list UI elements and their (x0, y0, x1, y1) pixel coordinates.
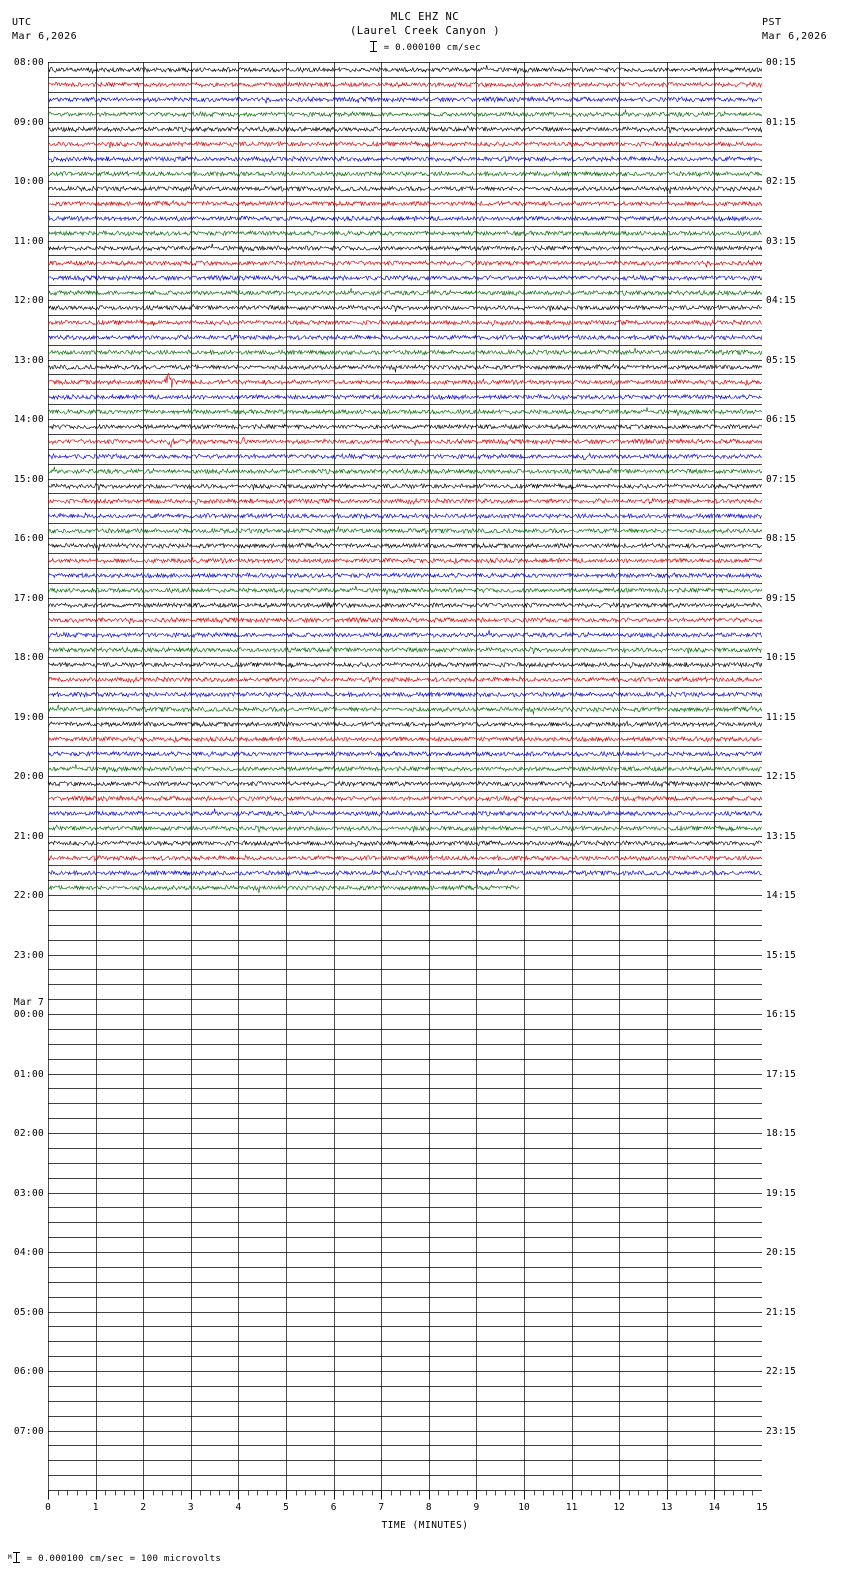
utc-time-label: 22:00 (13, 890, 44, 901)
pst-time-label: 12:15 (766, 771, 797, 782)
x-axis-tick-label: 0 (45, 1502, 51, 1513)
utc-time-label: 10:00 (13, 176, 44, 187)
x-axis-tick-label: 5 (283, 1502, 289, 1513)
pst-time-label: 03:15 (766, 235, 797, 247)
utc-date-label: Mar 6,2026 (12, 31, 78, 42)
x-axis-tick-label: 15 (756, 1502, 768, 1513)
pst-time-label: 21:15 (766, 1306, 797, 1318)
x-axis-tick-label: 7 (378, 1502, 385, 1513)
pst-time-label: 07:15 (766, 473, 797, 485)
x-axis-tick-label: 14 (708, 1502, 721, 1513)
utc-time-label: 09:00 (13, 116, 44, 128)
x-axis-tick-label: 6 (330, 1502, 337, 1513)
station-title: MLC EHZ NC (390, 11, 460, 23)
x-axis-tick-label: 1 (92, 1502, 99, 1513)
header-right (762, 16, 827, 44)
pst-time-label: 11:15 (766, 711, 797, 723)
utc-time-label: 20:00 (13, 771, 44, 782)
utc-time-label: 07:00 (13, 1425, 44, 1437)
pst-time-label: 10:15 (766, 652, 797, 663)
pst-time-label: 04:15 (766, 295, 797, 306)
pst-time-label: 23:15 (766, 1425, 797, 1437)
utc-time-label: 14:00 (13, 414, 44, 425)
seismogram-plot (48, 62, 762, 1490)
pst-time-label: 05:15 (766, 354, 797, 366)
pst-time-label: 19:15 (766, 1187, 797, 1199)
utc-time-label: 00:00 (13, 1009, 44, 1020)
pst-time-label: 13:15 (766, 830, 797, 842)
station-location: (Laurel Creek Canyon ) (349, 25, 501, 37)
x-axis-tick-label: 8 (425, 1502, 432, 1513)
pst-zone-label: PST (762, 17, 782, 28)
utc-time-label: 05:00 (13, 1306, 44, 1318)
utc-time-label: 01:00 (13, 1068, 44, 1080)
footer-scale-bar-icon (12, 1552, 21, 1563)
pst-time-label: 01:15 (766, 116, 797, 128)
pst-time-label: 14:15 (766, 890, 797, 901)
pst-time-label: 09:15 (766, 592, 797, 604)
pst-date-label: Mar 6,2026 (762, 31, 828, 42)
x-axis-tick-label: 11 (565, 1502, 578, 1513)
pst-time-label: 00:15 (766, 57, 797, 68)
utc-time-label: 11:00 (13, 235, 44, 247)
x-axis-tick-label: 3 (187, 1502, 194, 1513)
x-axis-tick-label: 9 (473, 1502, 480, 1513)
utc-time-label: 15:00 (13, 473, 44, 485)
utc-time-label: 12:00 (13, 295, 44, 306)
x-axis-tick-label: 4 (235, 1502, 242, 1513)
x-axis-tick-label: 12 (613, 1502, 625, 1513)
footer-note (8, 1552, 221, 1564)
utc-time-label: 13:00 (13, 354, 44, 366)
x-axis-tick-label: 13 (661, 1502, 673, 1513)
pst-time-label: 20:15 (766, 1247, 797, 1258)
left-date-label: Mar 7 (13, 997, 44, 1008)
utc-time-label: 02:00 (13, 1128, 44, 1139)
pst-time-label: 08:15 (766, 533, 797, 544)
utc-time-label: 03:00 (13, 1187, 44, 1199)
scale-note (0, 41, 850, 53)
header-center (0, 10, 850, 38)
pst-time-label: 18:15 (766, 1128, 797, 1139)
utc-time-label: 16:00 (13, 533, 44, 544)
pst-time-label: 17:15 (766, 1068, 797, 1080)
utc-time-label: 08:00 (13, 57, 44, 68)
scale-note-text: = 0.000100 cm/sec (383, 43, 481, 53)
x-axis-tick-label: 10 (518, 1502, 530, 1513)
utc-time-label: 17:00 (13, 592, 44, 604)
utc-time-label: 18:00 (13, 652, 44, 663)
pst-time-label: 22:15 (766, 1366, 797, 1377)
utc-time-label: 06:00 (13, 1366, 44, 1377)
utc-time-label: 21:00 (13, 830, 44, 842)
pst-time-label: 15:15 (766, 949, 797, 961)
footer-text: = 0.000100 cm/sec = 100 microvolts (26, 1554, 222, 1564)
utc-time-label: 19:00 (13, 711, 44, 723)
footer-prefix: M (8, 1554, 12, 1561)
pst-time-label: 16:15 (766, 1009, 797, 1020)
utc-time-label: 04:00 (13, 1247, 44, 1258)
pst-time-label: 06:15 (766, 414, 797, 425)
utc-time-label: 23:00 (13, 949, 44, 961)
scale-bar-icon (369, 41, 378, 52)
x-axis-title: TIME (MINUTES) (381, 1520, 469, 1531)
pst-time-label: 02:15 (766, 176, 797, 187)
utc-zone-label: UTC (12, 17, 32, 28)
x-axis-tick-label: 2 (140, 1502, 147, 1513)
